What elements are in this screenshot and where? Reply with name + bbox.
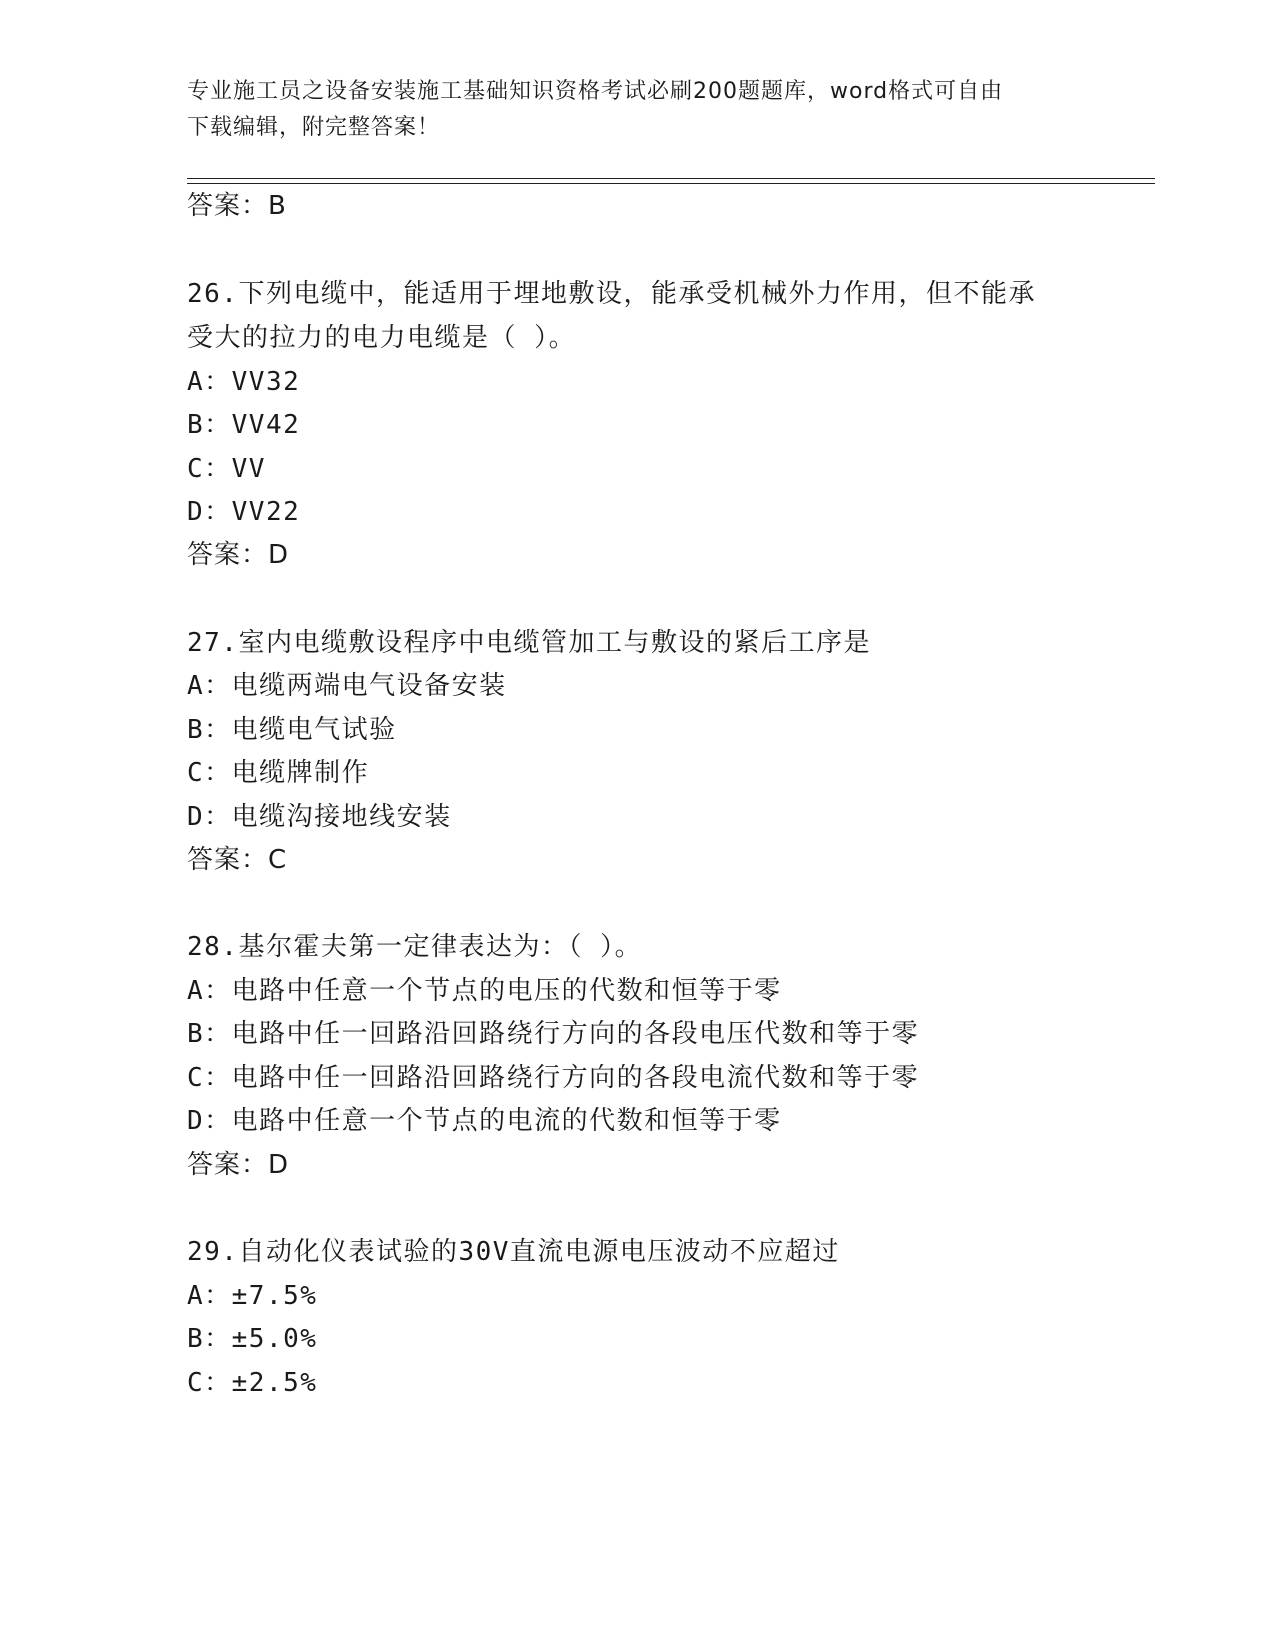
option-d: D：VV22 [187,497,301,527]
question-stem: 受大的拉力的电力电缆是（ ）。 [187,323,577,353]
option-b: B：±5.0% [187,1324,318,1354]
answer-line: 答案：D [187,540,290,570]
option-d: D：电路中任意一个节点的电流的代数和恒等于零 [187,1106,782,1136]
header-line-2: 下载编辑，附完整答案！ [187,115,441,140]
answer-line: 答案：D [187,1150,290,1180]
header-line-1: 专业施工员之设备安装施工基础知识资格考试必刷200题题库，word格式可自由 [187,79,1004,104]
option-c: C：电缆牌制作 [187,758,370,788]
option-c: C：±2.5% [187,1368,318,1398]
question-stem: 28.基尔霍夫第一定律表达为：（ ）。 [187,932,643,962]
answer-line: 答案：C [187,845,288,875]
question-stem: 29.自动化仪表试验的30V直流电源电压波动不应超过 [187,1237,840,1267]
answer-line: 答案：B [187,191,287,221]
option-a: A：VV32 [187,367,301,397]
document-header [187,74,1087,146]
header-rule-bottom [187,183,1155,184]
option-a: A：电缆两端电气设备安装 [187,671,507,701]
option-b: B：VV42 [187,410,301,440]
option-b: B：电路中任一回路沿回路绕行方向的各段电压代数和等于零 [187,1019,920,1049]
option-b: B：电缆电气试验 [187,715,397,745]
question-stem: 26.下列电缆中，能适用于埋地敷设，能承受机械外力作用，但不能承 [187,279,1036,309]
option-a: A：±7.5% [187,1281,318,1311]
option-d: D：电缆沟接地线安装 [187,802,452,832]
option-c: C：VV [187,454,266,484]
option-a: A：电路中任意一个节点的电压的代数和恒等于零 [187,976,782,1006]
header-rule-top [187,178,1155,179]
question-stem: 27.室内电缆敷设程序中电缆管加工与敷设的紧后工序是 [187,628,871,658]
option-c: C：电路中任一回路沿回路绕行方向的各段电流代数和等于零 [187,1063,920,1093]
